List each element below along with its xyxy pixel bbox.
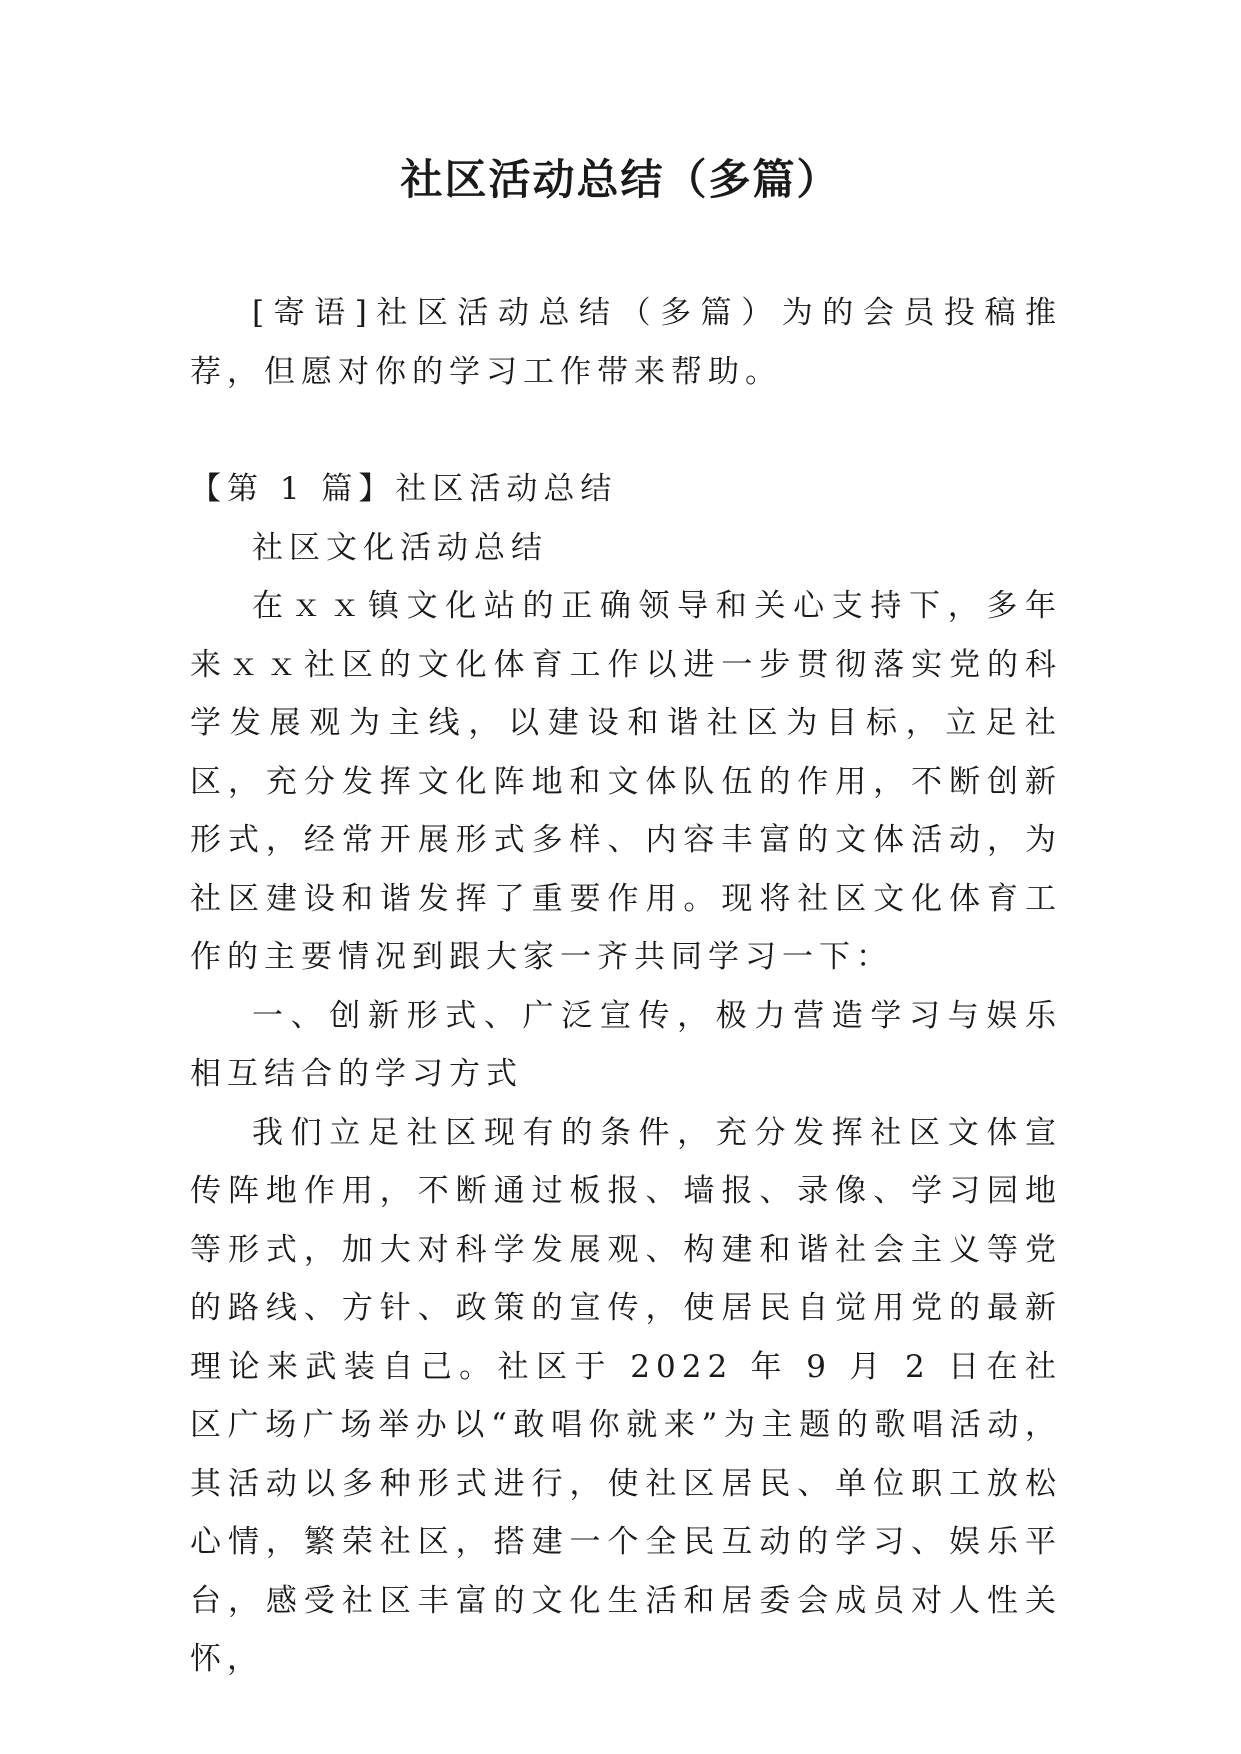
section-heading: 【第 1 篇】社区活动总结 bbox=[190, 471, 618, 507]
article-subtitle: 社区文化活动总结 bbox=[252, 529, 548, 566]
preface-paragraph: [寄语]社区活动总结（多篇）为的会员投稿推荐，但愿对你的学习工作带来帮助。 bbox=[190, 295, 1062, 390]
preface-block bbox=[190, 284, 1062, 401]
article-body bbox=[190, 460, 1062, 1689]
body-paragraph: 我们立足社区现有的条件，充分发挥社区文体宣传阵地作用，不断通过板报、墙报、录像、学习园地等形式，加大对科学发展观、构建和谐社会主义等党的路线、方针、政策的宣传，使居民自觉用党的最新理论来武装自己。社区于 2022 年 9 月 2 日在社区广场广场举办以“敢唱你就来”为主题的歌唱活动，其活动以多种形式进行，使社区居民、单位职工放松心情，繁荣社区，搭建一个全民互动的学习、娱乐平台，感受社区丰富的文化生活和居委会成员对人性关怀， bbox=[190, 1114, 1062, 1677]
document-title: 社区活动总结（多篇） bbox=[400, 155, 841, 204]
body-paragraph: 在ｘｘ镇文化站的正确领导和关心支持下，多年来ｘｘ社区的文化体育工作以进一步贯彻落实党的科学发展观为主线，以建设和谐社区为目标，立足社区，充分发挥文化阵地和文体队伍的作用，不断创新形式，经常开展形式多样、内容丰富的文体活动，为社区建设和谐发挥了重要作用。现将社区文化体育工作的主要情况到跟大家一齐共同学习一下： bbox=[190, 588, 1062, 975]
section-point-heading: 一、创新形式、广泛宣传，极力营造学习与娱乐相互结合的学习方式 bbox=[190, 997, 1062, 1092]
